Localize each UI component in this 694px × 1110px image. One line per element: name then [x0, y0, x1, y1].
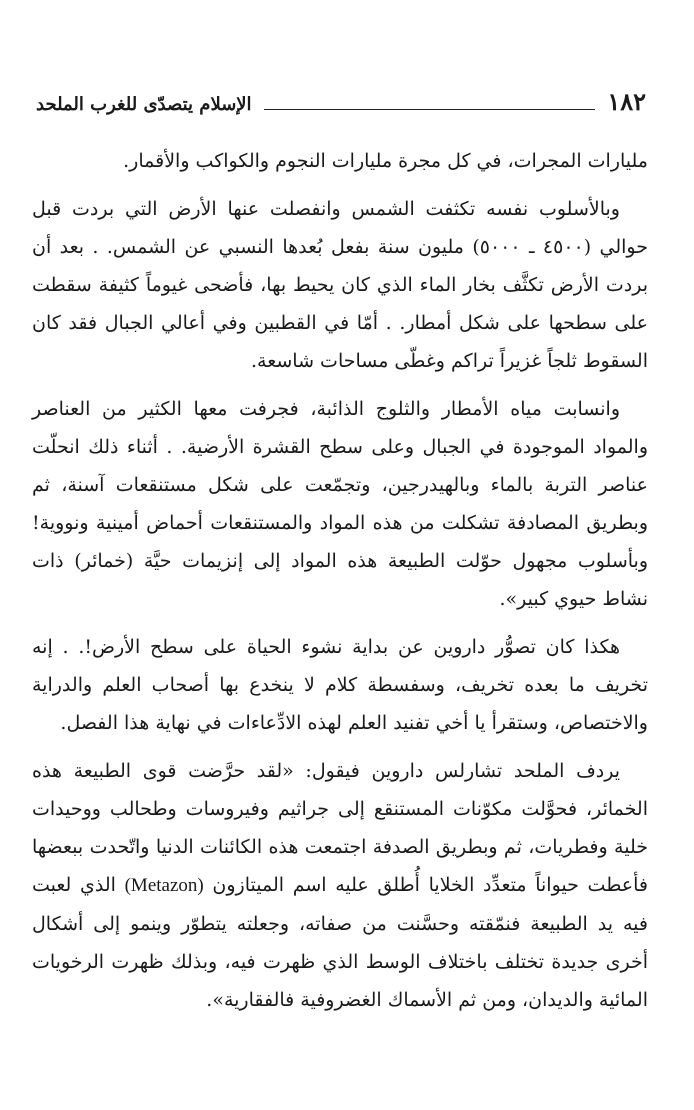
paragraph-3: وانسابت مياه الأمطار والثلوج الذائبة، فجرفت معها الكثير من العناصر والمواد الموجودة في الجبال وعلى سطح القشرة الأرضية. . أثناء ذلك انحلّت عناصر التربة بالماء وبالهيدرجين، وتجمّعت على شكل مستنقعات آسنة، ثم وبطريق المصادفة تشكلت من هذه المواد والمستنقعات أحماض أمينية ونووية! وبأسلوب مجهول حوّلت الطبيعة هذه المواد إلى إنزيمات حيَّة (خمائر) ذات نشاط حيوي كبير».: [32, 398, 648, 610]
page-number: ١٨٢: [607, 87, 646, 116]
paragraph-5-head: يردف الملحد تشارلس داروين فيقول: «لقد حرَّضت قوى الطبيعة هذه الخمائر، فحوَّلت مكوّنات المستنقع إلى جراثيم وفيروسات وطحالب ووحيدات خلية وفطريات، ثم وبطريق الصدفة اجتمعت هذه الكائنات الدنيا واتّحدت ببعضها فأعطت حيواناً متعدِّد الخلايا أُطلق عليه اسم الميتازون: [32, 760, 648, 896]
page-header: [36, 84, 646, 118]
metazon-term: (Metazon): [124, 875, 204, 896]
running-title: الإسلام يتصدّى للغرب الملحد: [36, 94, 252, 115]
paragraph-2: وبالأسلوب نفسه تكثفت الشمس وانفصلت عنها الأرض التي بردت قبل حوالي (٤٥٠٠ ـ ٥٠٠٠) مليون سنة بفعل بُعدها النسبي عن الشمس. . بعد أن بردت الأرض تكثَّف بخار الماء الذي كان يحيط بها، فأضحى غيوماً كثيفة سقطت على سطحها على شكل أمطار. . أمّا في القطبين وفي أعالي الجبال فقد كان السقوط ثلجاً غزيراً تراكم وغطّى مساحات شاسعة.: [32, 198, 648, 372]
header-rule: [264, 109, 596, 110]
paragraph-4: هكذا كان تصوُّر داروين عن بداية نشوء الحياة على سطح الأرض!. . إنه تخريف ما بعده تخريف، وسفسطة كلام لا ينخدع بها أصحاب العلم والدراية والاختصاص، وستقرأ يا أخي تفنيد العلم لهذه الادِّعاءات في نهاية هذا الفصل.: [32, 636, 648, 734]
paragraph-1: مليارات المجرات، في كل مجرة مليارات النجوم والكواكب والأقمار.: [123, 150, 648, 172]
body-text: [32, 142, 648, 1029]
paragraph-5-tail: الذي لعبت فيه يد الطبيعة فنمّقته وحسَّنت من صفاته، وجعلته يتطوّر وينمو إلى أشكال أخرى جديدة تختلف باختلاف الوسط الذي ظهرت فيه، وبذلك ظهرت الرخويات المائية والديدان، ومن ثم الأسماك الغضروفية فالفقارية».: [32, 874, 648, 1011]
paragraph-5: [32, 752, 648, 1019]
